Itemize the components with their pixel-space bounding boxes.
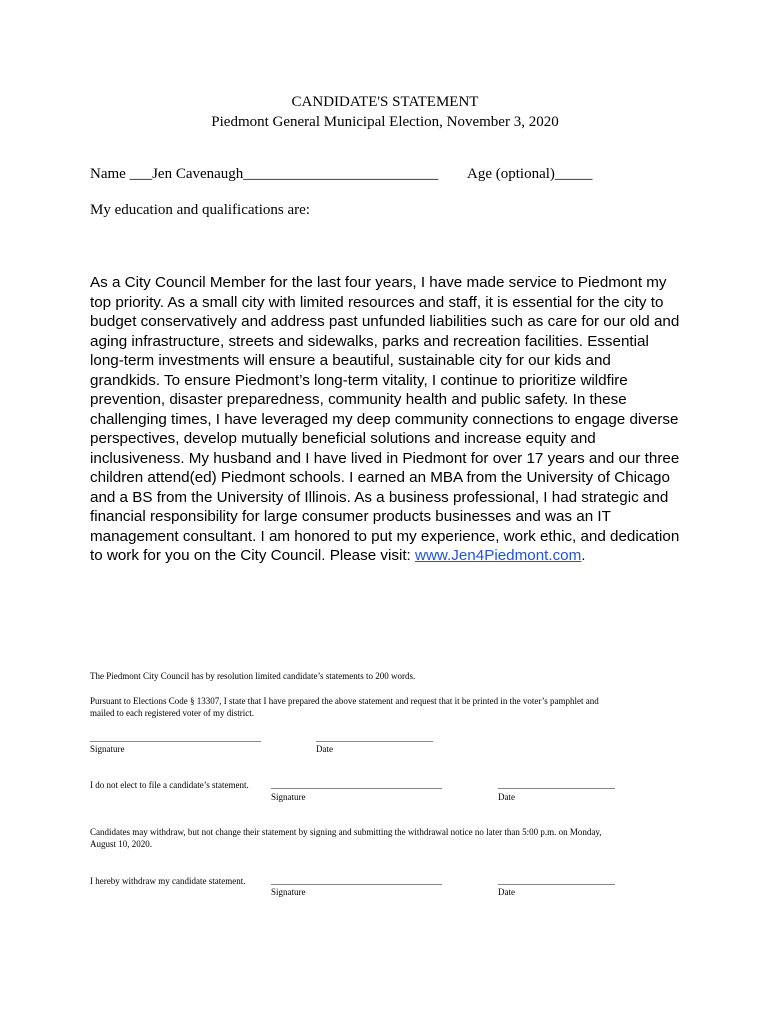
statement-line: inclusiveness. My husband and I have lived in Piedmont for over 17 years and our three (90, 449, 680, 467)
statement-line: aging infrastructure, streets and sidewalks, parks and recreation facilities. Essential (90, 332, 649, 350)
statement-line: challenging times, I have leveraged my deep community connections to engage diverse (90, 410, 679, 428)
signature-label: Signature (90, 744, 125, 754)
statement-line: perspectives, develop mutually beneficial solutions and increase equity and (90, 430, 596, 447)
statement-line: children attend(ed) Piedmont schools. I earned an MBA from the University of Chicago (90, 469, 670, 486)
name-field[interactable] (90, 164, 438, 184)
withdraw-note-line2: August 10, 2020. (90, 839, 153, 849)
withdraw-note-line1: Candidates may withdraw, but not change their statement by signing and submitting the withdrawal notice no later than 5:00 p.m. on Monday, (90, 827, 602, 837)
name-label: Name (90, 166, 126, 182)
withdraw-date-label: Date (498, 887, 515, 897)
statement-line: long-term investments will ensure a beautiful, sustainable city for our kids and (90, 352, 611, 369)
statement-line: grandkids. To ensure Piedmont’s long-term vitality, I continue to prioritize wildfire (90, 371, 628, 389)
signature-line[interactable]: ______________________________________ (90, 733, 261, 743)
withdraw-date-line[interactable]: __________________________ (498, 876, 615, 886)
not-elect-date-line[interactable]: __________________________ (498, 780, 615, 790)
website-link[interactable]: www.Jen4Piedmont.com (414, 547, 582, 564)
statement-last-text: to work for you on the City Council. Please visit: (90, 547, 415, 564)
statement-line: financial responsibility for large consumer products businesses and was an IT (90, 508, 611, 525)
not-elect-date-label: Date (498, 792, 515, 802)
statement-line: and a BS from the University of Illinois. As a business professional, I had strategic and (90, 488, 669, 506)
age-field[interactable]: Age (optional)_____ (467, 166, 593, 182)
statement-line: management consultant. I am honored to put my experience, work ethic, and dedication (90, 527, 680, 545)
not-elect-signature-line[interactable]: ______________________________________ (271, 780, 442, 790)
withdraw-signature-label: Signature (271, 887, 306, 897)
withdraw-signature-line[interactable]: ______________________________________ (271, 876, 442, 886)
pursuant-note-line1: Pursuant to Elections Code § 13307, I state that I have prepared the above statement and request that it be printed in the voter’s pamphlet and (90, 696, 599, 706)
not-elect-signature-label: Signature (271, 792, 306, 802)
date-label: Date (316, 744, 333, 754)
statement-line: prevention, disaster preparedness, community health and public safety. In these (90, 391, 627, 408)
document-subtitle: Piedmont General Municipal Election, November 3, 2020 (211, 114, 559, 130)
statement-line: As a City Council Member for the last four years, I have made service to Piedmont my (90, 274, 667, 291)
document-title: CANDIDATE'S STATEMENT (291, 94, 479, 110)
education-label: My education and qualifications are: (90, 202, 310, 218)
statement-line: top priority. As a small city with limited resources and staff, it is essential for the city to (90, 293, 664, 311)
date-line[interactable]: __________________________ (316, 733, 433, 743)
name-value: ___Jen Cavenaugh__________________________ (129, 166, 439, 182)
document-header (0, 92, 770, 132)
statement-line: budget conservatively and address past unfunded liabilities such as care for our old and (90, 313, 680, 330)
word-limit-note: The Piedmont City Council has by resolution limited candidate’s statements to 200 words. (90, 671, 416, 681)
statement-period: . (581, 547, 586, 564)
pursuant-note-line2: mailed to each registered voter of my district. (90, 708, 254, 718)
statement-line-last (90, 546, 690, 566)
withdraw-statement: I hereby withdraw my candidate statement. (90, 876, 246, 886)
candidate-statement (90, 273, 690, 566)
not-elect-statement: I do not elect to file a candidate’s statement. (90, 780, 249, 790)
